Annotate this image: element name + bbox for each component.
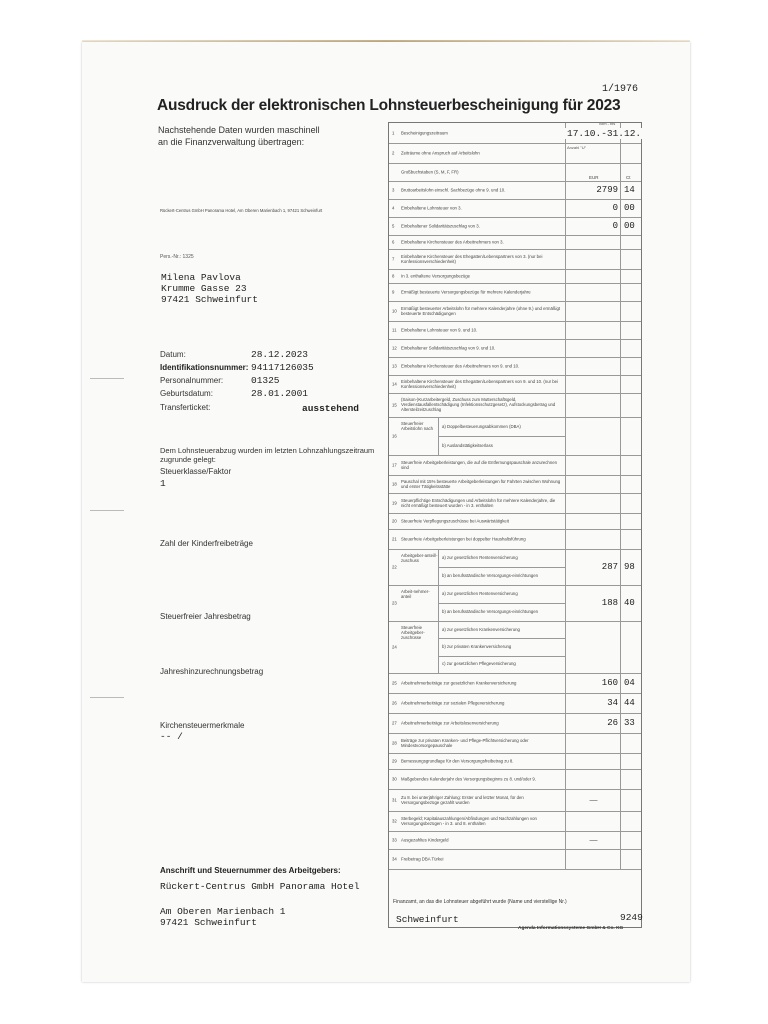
finanzamt-label: Finanzamt, an das die Lohnsteuer abgeführt wurde (Name und vierstellige Nr.) xyxy=(393,899,567,905)
form-ct-cell xyxy=(620,357,642,375)
form-eur-cell xyxy=(565,529,621,549)
form-row-text: Steuerfreie Verpflegungszuschüsse bei Auswärtstätigkeit xyxy=(401,518,509,524)
form-row-group xyxy=(401,585,439,621)
tax-form-table xyxy=(388,122,642,928)
form-row-label-cell xyxy=(389,123,565,143)
form-eur-cell xyxy=(565,375,621,393)
form-row-number: 11 xyxy=(392,327,397,333)
employer-name: Rückert-Centrus GmbH Panorama Hotel xyxy=(160,881,360,892)
form-row-label-cell xyxy=(389,529,565,549)
form-row-number: 13 xyxy=(392,363,397,369)
form-row-number: 22 xyxy=(392,564,397,570)
form-row-label-cell xyxy=(389,199,565,217)
intro-text xyxy=(158,124,320,148)
kirchensteuer-value: -- / xyxy=(160,731,183,742)
form-ct-cell xyxy=(620,849,642,869)
form-ct-cell xyxy=(620,417,642,455)
ct-amount: 98 xyxy=(624,562,635,572)
form-row-label-cell xyxy=(389,455,565,475)
form-ct-cell xyxy=(620,181,642,199)
form-row-number: 26 xyxy=(392,700,397,706)
empty-dash: — xyxy=(589,795,598,805)
form-eur-cell xyxy=(565,811,621,831)
eur-header: EUR xyxy=(589,175,599,180)
form-subrow-divider xyxy=(438,603,565,604)
form-ct-cell xyxy=(620,621,642,673)
employee-name: Milena Pavlova xyxy=(161,272,241,283)
form-row-text: Arbeitnehmerbeiträge zur gesetzlichen Krankenversicherung xyxy=(401,680,517,686)
form-row-number: 9 xyxy=(392,289,395,295)
form-row-label-cell xyxy=(389,713,565,733)
form-row-text: Einbehaltene Kirchensteuer des Arbeitnehmers von 3. xyxy=(401,239,504,245)
form-row-number: 14 xyxy=(392,381,397,387)
form-row-10 xyxy=(389,301,641,322)
form-eur-cell xyxy=(565,455,621,475)
form-row-text: Bemessungsgrundlage für den Versorgungsfreibetrag zu 8. xyxy=(401,758,514,764)
employer-city: 97421 Schweinfurt xyxy=(160,917,257,928)
form-row-text: Steuerfreie Arbeitgeberleistungen, die auf die Entfernungspauschale anzurechnen sind xyxy=(401,459,557,470)
form-row-13 xyxy=(389,357,641,376)
form-row-9 xyxy=(389,283,641,302)
ct-amount: 44 xyxy=(624,698,635,708)
form-subrow-text: b) an berufsständische Versorgungs-einrichtungen xyxy=(442,609,539,614)
eur-amount: 0 xyxy=(612,221,618,231)
form-row-14 xyxy=(389,375,641,394)
form-subrow-divider xyxy=(438,436,565,437)
form-eur-cell xyxy=(565,283,621,301)
finanzamt-name: Schweinfurt xyxy=(396,914,459,925)
form-ct-cell xyxy=(620,733,642,753)
idnr-value: 94117126035 xyxy=(251,362,314,373)
form-row-label-cell xyxy=(389,693,565,713)
form-row-text: Einbehaltene Kirchensteuer des Ehegatten/Lebenspartners von 9. und 10. (nur bei Konfessionsverschiedenheit) xyxy=(401,378,558,389)
form-row-label-cell xyxy=(389,301,565,321)
form-ct-cell xyxy=(620,713,642,733)
form-row-text: Arbeitnehmerbeiträge zur sozialen Pflegeversicherung xyxy=(401,700,505,706)
form-ct-cell xyxy=(620,283,642,301)
form-eur-cell xyxy=(565,713,621,733)
form-row-text: Arbeitnehmerbeiträge zur Arbeitslosenversicherung xyxy=(401,720,499,726)
form-row-number: 5 xyxy=(392,223,395,229)
eur-amount: 2799 xyxy=(596,185,618,195)
form-row-text: Einbehaltene Lohnsteuer von 9. und 10. xyxy=(401,327,478,333)
form-subrow-text: a) Doppelbesteuerungsabkommen (DBA) xyxy=(442,423,521,429)
form-row-3 xyxy=(389,181,641,200)
form-row-label-cell xyxy=(389,769,565,789)
persnr-value: 01325 xyxy=(251,375,280,386)
form-row-label-cell xyxy=(389,831,565,849)
form-row-number: 3 xyxy=(392,187,395,193)
jahreshinzurechnung-label: Jahreshinzurechnungsbetrag xyxy=(160,667,264,676)
form-row-34 xyxy=(389,849,641,870)
form-row-7 xyxy=(389,249,641,270)
datum-label: Datum: xyxy=(160,350,186,359)
form-row-label-cell xyxy=(389,163,565,181)
form-eur-cell xyxy=(565,181,621,199)
form-row-number: 15 xyxy=(392,402,397,408)
form-eur-cell xyxy=(565,199,621,217)
form-row-text: Großbuchstaben (S, M, F, FR) xyxy=(401,169,459,175)
form-row-number: 25 xyxy=(392,680,397,686)
form-ct-cell xyxy=(620,585,642,621)
form-ct-cell xyxy=(620,321,642,339)
employer-return-address: Rückert-Centrus GmbH Panorama Hotel, Am Oberen Marienbach 1, 97421 Schweinfurt xyxy=(160,208,323,213)
form-row-group xyxy=(401,417,439,455)
form-subrow-divider xyxy=(438,638,565,639)
form-row-label-cell xyxy=(389,283,565,301)
form-row-text: Beiträge zur privaten Kranken- und Pflege-Pflichtversicherung oder Mindestvorsorgepauschale xyxy=(401,737,529,748)
form-subrow-text: a) zur gesetzlichen Krankenversicherung xyxy=(442,626,520,632)
form-row-17 xyxy=(389,455,641,476)
ct-amount: 04 xyxy=(624,678,635,688)
ct-amount: 33 xyxy=(624,718,635,728)
form-row-label-cell xyxy=(389,493,565,513)
datum-value: 28.12.2023 xyxy=(251,349,309,360)
form-ct-cell xyxy=(620,811,642,831)
form-row-label-cell xyxy=(389,181,565,199)
form-row-22 xyxy=(389,549,641,586)
form-row-16 xyxy=(389,417,641,456)
form-eur-cell xyxy=(565,235,621,249)
form-row-text: Einbehaltener Solidaritätszuschlag von 9. und 10. xyxy=(401,345,496,351)
form-ct-cell xyxy=(620,493,642,513)
idnr-label: Identifikationsnummer: xyxy=(160,363,249,372)
form-row-27 xyxy=(389,713,641,734)
form-subrow-text: a) zur gesetzlichen Rentenversicherung xyxy=(442,591,518,596)
form-ct-cell xyxy=(620,831,642,849)
form-eur-cell xyxy=(565,753,621,769)
form-eur-cell xyxy=(565,549,621,585)
persnr-label: Personalnummer: xyxy=(160,376,224,385)
form-row-label-cell xyxy=(389,143,565,163)
form-row-text: Steuerpflichtige Entschädigungen und Arbeitslohn für mehrere Kalenderjahre, die nicht ermäßigt besteuert wurden - in 3. enthalten xyxy=(401,497,556,508)
form-row-text: Zu 8. bei unterjähriger Zahlung: Erster und letzter Monat, für den Versorgungsbezüge gezahlt wurden xyxy=(401,794,524,805)
form-eur-cell xyxy=(565,217,621,235)
form-eur-cell xyxy=(565,849,621,869)
form-ct-cell xyxy=(620,693,642,713)
steuerfreier-jahresbetrag-label: Steuerfreier Jahresbetrag xyxy=(160,612,251,621)
form-row-text: (Saison-)Kurzarbeitergeld, Zuschuss zum Mutterschaftsgeld, Verdienstausfallentschädigung (Infektionsschutzgesetz), Aufstockungsbetrag und Altersteilzeitzuschlag xyxy=(401,397,556,413)
form-row-19 xyxy=(389,493,641,514)
form-row-15 xyxy=(389,393,641,418)
form-row-30 xyxy=(389,769,641,790)
fold-mark xyxy=(90,510,124,511)
form-row-group xyxy=(401,549,439,585)
form-row-number: 16 xyxy=(392,433,397,439)
form-ct-cell xyxy=(620,217,642,235)
form-ct-cell xyxy=(620,163,642,181)
finanzamt-number: 9249 xyxy=(620,912,643,923)
geburtsdatum-value: 28.01.2001 xyxy=(251,388,309,399)
lohnsteuerabzug-note: Dem Lohnsteuerabzug wurden im letzten Lohnzahlungszeitraum zugrunde gelegt: xyxy=(160,446,375,464)
form-ct-cell xyxy=(620,249,642,269)
form-row-26 xyxy=(389,693,641,714)
form-row-label-cell xyxy=(389,811,565,831)
anzahl-label: Anzahl "U" xyxy=(567,145,587,150)
eur-amount: 188 xyxy=(601,598,618,608)
form-row-text: Einbehaltene Kirchensteuer des Arbeitnehmers von 9. und 10. xyxy=(401,363,520,369)
form-eur-cell xyxy=(565,357,621,375)
form-row-label-cell xyxy=(389,269,565,283)
eur-amount: 34 xyxy=(607,698,618,708)
form-row-text: Bescheinigungszeitraum xyxy=(401,130,448,136)
form-ct-cell xyxy=(620,529,642,549)
form-subrow-text: a) zur gesetzlichen Rentenversicherung xyxy=(442,555,518,560)
form-row-number: 20 xyxy=(392,518,397,524)
form-row-number: 29 xyxy=(392,758,397,764)
period-header: vom - bis xyxy=(599,121,616,126)
form-eur-cell xyxy=(565,339,621,357)
form-row-20 xyxy=(389,513,641,530)
fold-mark xyxy=(90,697,124,698)
form-row-number: 30 xyxy=(392,776,397,782)
form-row-text: In 3. enthaltene Versorgungsbezüge xyxy=(401,273,471,279)
employee-address xyxy=(161,272,258,305)
ct-amount: 00 xyxy=(624,221,635,231)
form-row-text: Sterbegeld; Kapitalauszahlungen/Abfindungen und Nachzahlungen von Versorgungsbezügen - in 3. und 8. enthalten xyxy=(401,815,537,826)
form-eur-cell xyxy=(565,417,621,455)
form-row-label-cell xyxy=(389,789,565,811)
form-row-33 xyxy=(389,831,641,850)
form-row-text: Ausgezahltes Kindergeld xyxy=(401,837,449,843)
form-ct-cell xyxy=(620,235,642,249)
form-eur-cell xyxy=(565,733,621,753)
form-row-label-cell xyxy=(389,375,565,393)
form-row-label-cell xyxy=(389,549,565,585)
form-row-8 xyxy=(389,269,641,284)
intro-line-2: an die Finanzverwaltung übertragen: xyxy=(158,137,305,147)
form-row-label-cell xyxy=(389,585,565,621)
form-row-number: 23 xyxy=(392,600,397,606)
ct-amount: 14 xyxy=(624,185,635,195)
intro-line-1: Nachstehende Daten wurden maschinell xyxy=(158,125,320,135)
form-subrow-text: c) zur gesetzlichen Pflegeversicherung xyxy=(442,661,516,667)
form-eur-cell xyxy=(565,269,621,283)
personal-reference: Pers.-Nr.: 1325 xyxy=(160,254,194,260)
form-ct-cell xyxy=(620,199,642,217)
form-subrow-text: b) Auslandstätigkeitserlass xyxy=(442,442,493,448)
form-ct-cell xyxy=(620,475,642,493)
form-row-text: Ermäßigt besteuerter Arbeitslohn für mehrere Kalenderjahre (ohne 9.) und ermäßigt besteuerte Entschädigungen xyxy=(401,305,561,316)
form-ct-cell xyxy=(620,455,642,475)
form-row-label-cell xyxy=(389,339,565,357)
form-row-label-cell xyxy=(389,733,565,753)
form-row-number: 21 xyxy=(392,536,397,542)
form-eur-cell xyxy=(565,789,621,811)
form-row-31 xyxy=(389,789,641,812)
form-row-text: Einbehaltener Solidaritätszuschlag von 3. xyxy=(401,223,480,229)
form-row-2 xyxy=(389,143,641,164)
form-ct-cell xyxy=(620,513,642,529)
employer-street: Am Oberen Marienbach 1 xyxy=(160,906,286,917)
form-eur-cell xyxy=(565,301,621,321)
form-row-number: 2 xyxy=(392,150,395,156)
form-row-4 xyxy=(389,199,641,218)
form-row-label-cell xyxy=(389,321,565,339)
form-row-label-cell xyxy=(389,753,565,769)
ct-amount: 40 xyxy=(624,598,635,608)
form-row-24 xyxy=(389,621,641,674)
form-eur-cell xyxy=(565,321,621,339)
eur-amount: 0 xyxy=(612,203,618,213)
form-eur-cell xyxy=(565,249,621,269)
employer-label: Anschrift und Steuernummer des Arbeitgebers: xyxy=(160,866,341,875)
form-row-text: Steuerfreie Arbeitgeberleistungen bei doppelter Haushaltsführung xyxy=(401,536,526,542)
form-row-number: 1 xyxy=(392,130,395,136)
form-eur-cell xyxy=(565,393,621,417)
form-row-text: Ermäßigt besteuerte Versorgungsbezüge für mehrere Kalenderjahre xyxy=(401,289,531,295)
page-number: 1/1976 xyxy=(602,84,639,95)
form-row-23 xyxy=(389,585,641,622)
form-row-number: 4 xyxy=(392,205,395,211)
form-row-18 xyxy=(389,475,641,494)
form-row-group-label: Steuerfreie Arbeitgeber-zuschüsse xyxy=(401,625,425,641)
form-row-label-cell xyxy=(389,849,565,869)
form-ct-cell xyxy=(620,769,642,789)
transferticket-label: Transferticket: xyxy=(160,403,211,412)
form-row-text: Pauschal mit 15% besteuerte Arbeitgeberleistungen für Fahrten zwischen Wohnung und erster Tätigkeitsstätte xyxy=(401,478,561,489)
form-row-number: 8 xyxy=(392,273,395,279)
form-row-group-label: Arbeit-nehmer-anteil xyxy=(401,589,430,600)
kinderfreibetraege-label: Zahl der Kinderfreibeträge xyxy=(160,539,253,548)
form-row-label-cell xyxy=(389,621,565,673)
form-row-11 xyxy=(389,321,641,340)
form-row-25 xyxy=(389,673,641,694)
form-row-number: 34 xyxy=(392,856,397,862)
form-ct-cell xyxy=(620,789,642,811)
steuerklasse-value: 1 xyxy=(160,478,166,489)
form-ct-cell xyxy=(620,673,642,693)
form-eur-cell xyxy=(565,769,621,789)
form-ct-cell xyxy=(620,753,642,769)
form-row-number: 31 xyxy=(392,797,397,803)
kirchensteuer-label: Kirchensteuermerkmale xyxy=(160,721,245,730)
form-row-label-cell xyxy=(389,235,565,249)
form-row-number: 6 xyxy=(392,239,395,245)
form-row-12 xyxy=(389,339,641,358)
form-row-label-cell xyxy=(389,217,565,235)
steuerklasse-label: Steuerklasse/Faktor xyxy=(160,467,232,476)
form-subrow-divider xyxy=(438,567,565,568)
form-row-number: 24 xyxy=(392,644,397,650)
form-eur-cell xyxy=(565,493,621,513)
form-row-label-cell xyxy=(389,475,565,493)
eur-amount: 26 xyxy=(607,718,618,728)
form-row-text: Freibetrag DBA Türkei xyxy=(401,856,444,862)
form-eur-cell xyxy=(565,513,621,529)
form-row-number: 18 xyxy=(392,481,397,487)
form-eur-cell xyxy=(565,475,621,493)
form-row-number: 33 xyxy=(392,837,397,843)
document-title: Ausdruck der elektronischen Lohnsteuerbescheinigung für 2023 xyxy=(157,97,621,114)
form-row-number: 28 xyxy=(392,740,397,746)
form-row-number: 17 xyxy=(392,462,397,468)
form-row-number: 19 xyxy=(392,500,397,506)
form-row-label-cell xyxy=(389,357,565,375)
form-row-label-cell xyxy=(389,673,565,693)
form-eur-cell xyxy=(565,693,621,713)
form-row-text: Einbehaltene Kirchensteuer des Ehegatten/Lebenspartners von 3. (nur bei Konfessionsverschiedenheit) xyxy=(401,253,543,264)
form-row-number: 27 xyxy=(392,720,397,726)
form-eur-cell xyxy=(565,621,621,673)
form-row-28 xyxy=(389,733,641,754)
empty-dash: — xyxy=(589,835,598,845)
form-row-number: 7 xyxy=(392,256,395,262)
form-row-label-cell xyxy=(389,393,565,417)
employee-city: 97421 Schweinfurt xyxy=(161,294,258,305)
eur-amount: 287 xyxy=(601,562,618,572)
geburtsdatum-label: Geburtsdatum: xyxy=(160,389,213,398)
form-row-32 xyxy=(389,811,641,832)
form-row-group-label: Arbeitgeber-anteil/-zuschuss xyxy=(401,553,438,564)
form-row-sub xyxy=(389,163,641,182)
form-subrow-text: b) zur privaten Krankenversicherung xyxy=(442,644,512,649)
period-value: 17.10.-31.12. xyxy=(567,128,642,139)
form-ct-cell xyxy=(620,339,642,357)
form-row-number: 32 xyxy=(392,818,397,824)
form-row-5 xyxy=(389,217,641,236)
form-ct-cell xyxy=(620,393,642,417)
software-vendor: Agenda Informationssysteme GmbH & Co. KG xyxy=(518,926,624,931)
form-row-number: 12 xyxy=(392,345,397,351)
form-row-number: 10 xyxy=(392,308,397,314)
form-ct-cell xyxy=(620,269,642,283)
form-eur-cell xyxy=(565,585,621,621)
form-ct-cell xyxy=(620,375,642,393)
form-row-29 xyxy=(389,753,641,770)
ct-header: Ct xyxy=(626,175,631,180)
fold-mark xyxy=(90,378,124,379)
employee-street: Krumme Gasse 23 xyxy=(161,283,247,294)
ct-amount: 00 xyxy=(624,203,635,213)
eur-amount: 160 xyxy=(601,678,618,688)
form-row-21 xyxy=(389,529,641,550)
form-row-6 xyxy=(389,235,641,250)
form-ct-cell xyxy=(620,143,642,163)
form-subrow-text: b) an berufsständische Versorgungs-einrichtungen xyxy=(442,573,539,578)
form-eur-cell xyxy=(565,831,621,849)
form-row-label-cell xyxy=(389,513,565,529)
form-row-text: Einbehaltene Lohnsteuer von 3. xyxy=(401,205,462,211)
form-ct-cell xyxy=(620,549,642,585)
form-row-label-cell xyxy=(389,417,565,455)
form-row-text: Bruttoarbeitslohn einschl. Sachbezüge ohne 9. und 10. xyxy=(401,187,506,193)
form-row-text: Maßgebendes Kalenderjahr des Versorgungsbeginns zu 8. und/oder 9. xyxy=(401,776,536,782)
form-row-group xyxy=(401,621,439,673)
form-eur-cell xyxy=(565,673,621,693)
form-row-group-label: Steuerfreier Arbeitslohn nach xyxy=(401,421,434,432)
form-row-label-cell xyxy=(389,249,565,269)
transferticket-value: ausstehend xyxy=(302,403,360,414)
form-subrow-divider xyxy=(438,656,565,657)
form-row-text: Zeiträume ohne Anspruch auf Arbeitslohn xyxy=(401,150,480,156)
form-ct-cell xyxy=(620,301,642,321)
